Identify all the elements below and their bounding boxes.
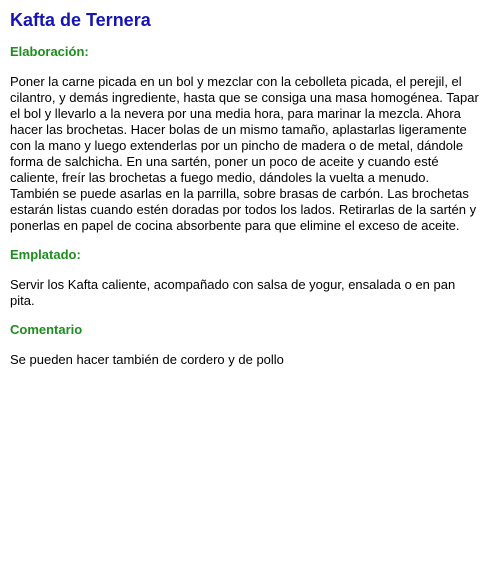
section-body-emplatado: Servir los Kafta caliente, acompañado con salsa de yogur, ensalada o en pan pita. xyxy=(10,277,456,308)
section-body-comentario: Se pueden hacer también de cordero y de pollo xyxy=(10,352,284,367)
section-heading-comentario: Comentario xyxy=(10,322,83,337)
section-heading-elaboracion: Elaboración: xyxy=(10,44,89,59)
section-heading-emplatado: Emplatado: xyxy=(10,247,81,262)
section-body-elaboracion: Poner la carne picada en un bol y mezclar con la cebolleta picada, el perejil, el cilantro, y demás ingrediente, hasta que se consiga una masa homogénea. Tapar el bol y llevarlo a la nevera por una media hora, para marinar la mezcla. Ahora hacer las brochetas. Hacer bolas de un mismo tamaño, aplastarlas ligeramente con la mano y luego extenderlas por un pincho de madera o de metal, dándole forma de salchicha. En una sartén, poner un poco de aceite y cuando esté caliente, freír las brochetas a fuego medio, dándoles la vuelta a menudo. También se puede asarlas en la parrilla, sobre brasas de carbón. Las brochetas estarán listas cuando estén doradas por todos los lados. Retirarlas de la sartén y ponerlas en papel de cocina absorbente para que elimine el exceso de aceite. xyxy=(10,74,479,233)
recipe-title: Kafta de Ternera xyxy=(10,10,151,30)
